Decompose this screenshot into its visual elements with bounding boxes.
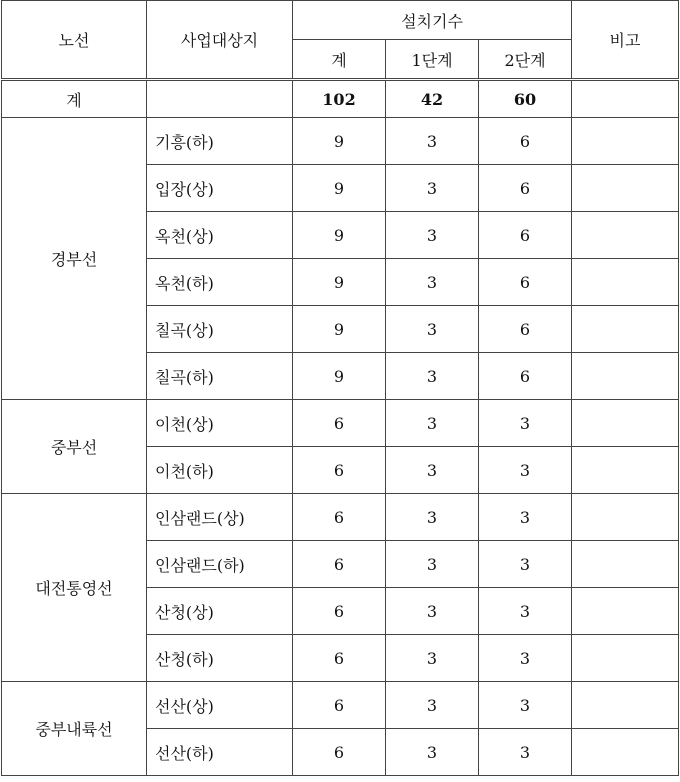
stage2-cell: 3 (479, 635, 572, 682)
site-cell: 입장(상) (147, 165, 293, 212)
total-cell: 9 (293, 306, 386, 353)
total-cell: 6 (293, 400, 386, 447)
stage1-cell: 3 (386, 400, 479, 447)
stage2-cell: 3 (479, 588, 572, 635)
total-cell: 9 (293, 118, 386, 165)
stage2-cell: 6 (479, 118, 572, 165)
site-cell: 산청(하) (147, 635, 293, 682)
stage1-cell: 3 (386, 118, 479, 165)
total-cell: 6 (293, 541, 386, 588)
total-cell: 6 (293, 494, 386, 541)
site-cell: 선산(하) (147, 729, 293, 776)
header-stage2: 2단계 (479, 40, 572, 80)
total-cell: 9 (293, 353, 386, 400)
site-cell: 이천(상) (147, 400, 293, 447)
header-stage1: 1단계 (386, 40, 479, 80)
header-total: 계 (293, 40, 386, 80)
note-cell (572, 541, 679, 588)
total-stage1: 42 (386, 80, 479, 118)
route-cell: 경부선 (2, 118, 147, 400)
header-install-count: 설치기수 (293, 1, 572, 40)
table-row (2, 400, 679, 447)
header-route: 노선 (2, 1, 147, 80)
total-stage2: 60 (479, 80, 572, 118)
stage2-cell: 3 (479, 541, 572, 588)
route-cell: 중부내륙선 (2, 682, 147, 776)
note-cell (572, 165, 679, 212)
note-cell (572, 588, 679, 635)
note-cell (572, 259, 679, 306)
stage2-cell: 6 (479, 165, 572, 212)
stage1-cell: 3 (386, 588, 479, 635)
note-cell (572, 729, 679, 776)
note-cell (572, 494, 679, 541)
total-value: 102 (293, 80, 386, 118)
note-cell (572, 447, 679, 494)
total-row (2, 80, 679, 118)
stage2-cell: 6 (479, 353, 572, 400)
stage2-cell: 3 (479, 400, 572, 447)
stage1-cell: 3 (386, 212, 479, 259)
stage1-cell: 3 (386, 165, 479, 212)
stage1-cell: 3 (386, 635, 479, 682)
stage2-cell: 3 (479, 494, 572, 541)
total-cell: 6 (293, 635, 386, 682)
note-cell (572, 400, 679, 447)
site-cell: 인삼랜드(상) (147, 494, 293, 541)
stage1-cell: 3 (386, 729, 479, 776)
total-cell: 6 (293, 682, 386, 729)
stage2-cell: 3 (479, 729, 572, 776)
table-row (2, 118, 679, 165)
header-site: 사업대상지 (147, 1, 293, 80)
site-cell: 산청(상) (147, 588, 293, 635)
note-cell (572, 635, 679, 682)
route-cell: 중부선 (2, 400, 147, 494)
site-cell: 선산(상) (147, 682, 293, 729)
total-site-empty (147, 80, 293, 118)
site-cell: 인삼랜드(하) (147, 541, 293, 588)
stage1-cell: 3 (386, 682, 479, 729)
stage1-cell: 3 (386, 494, 479, 541)
site-cell: 기흥(하) (147, 118, 293, 165)
installation-table (1, 0, 679, 776)
stage1-cell: 3 (386, 447, 479, 494)
note-cell (572, 118, 679, 165)
note-cell (572, 306, 679, 353)
stage2-cell: 6 (479, 212, 572, 259)
total-cell: 6 (293, 447, 386, 494)
total-label: 계 (2, 80, 147, 118)
site-cell: 옥천(하) (147, 259, 293, 306)
stage2-cell: 3 (479, 682, 572, 729)
note-cell (572, 353, 679, 400)
total-cell: 6 (293, 588, 386, 635)
note-cell (572, 682, 679, 729)
route-cell: 대전통영선 (2, 494, 147, 682)
total-note (572, 80, 679, 118)
total-cell: 9 (293, 259, 386, 306)
stage2-cell: 6 (479, 306, 572, 353)
note-cell (572, 212, 679, 259)
stage2-cell: 3 (479, 447, 572, 494)
site-cell: 이천(하) (147, 447, 293, 494)
stage2-cell: 6 (479, 259, 572, 306)
site-cell: 옥천(상) (147, 212, 293, 259)
total-cell: 6 (293, 729, 386, 776)
stage1-cell: 3 (386, 259, 479, 306)
site-cell: 칠곡(상) (147, 306, 293, 353)
header-note: 비고 (572, 1, 679, 80)
total-cell: 9 (293, 212, 386, 259)
total-cell: 9 (293, 165, 386, 212)
stage1-cell: 3 (386, 541, 479, 588)
table-row (2, 494, 679, 541)
site-cell: 칠곡(하) (147, 353, 293, 400)
table-row (2, 682, 679, 729)
stage1-cell: 3 (386, 353, 479, 400)
stage1-cell: 3 (386, 306, 479, 353)
